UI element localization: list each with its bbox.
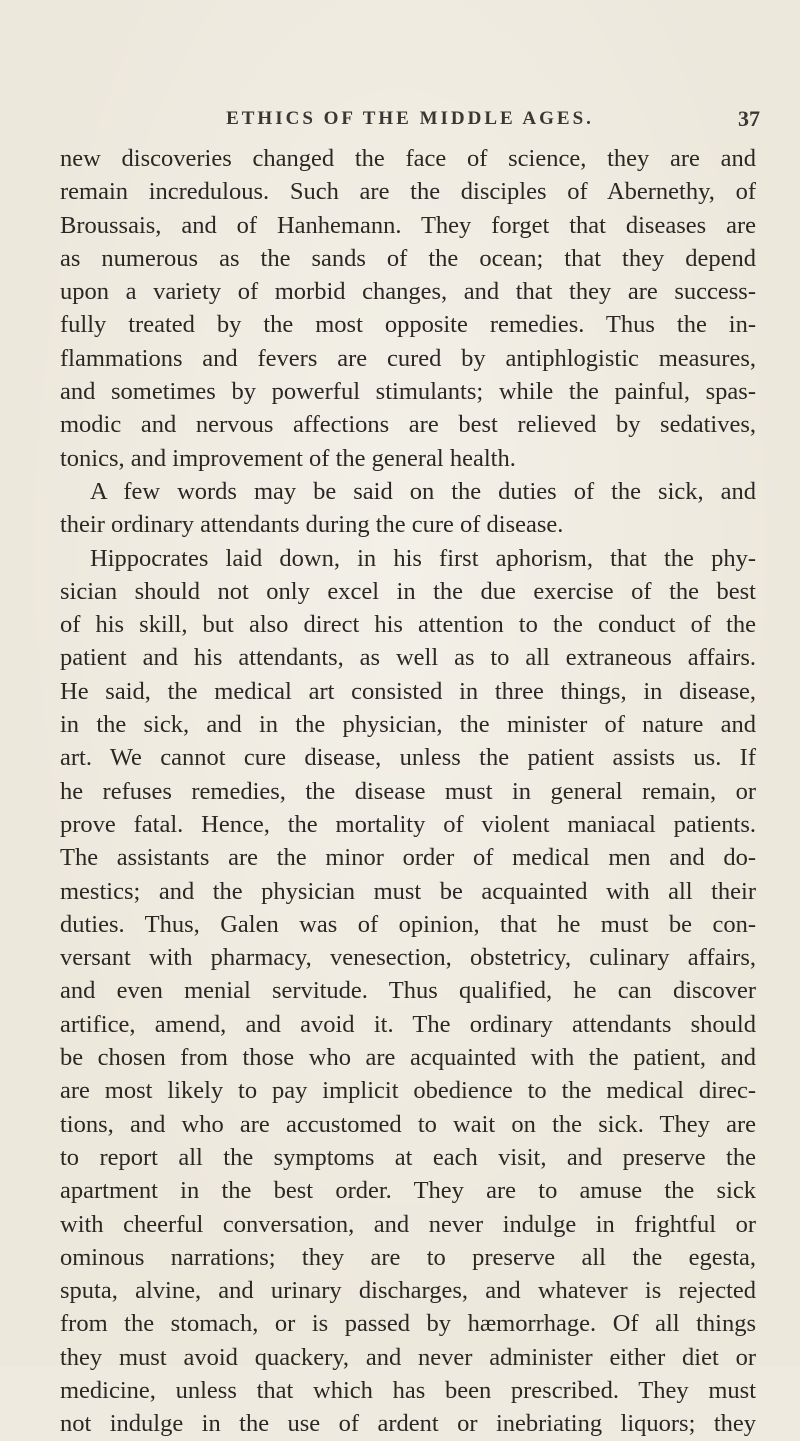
text-line: sician should not only excel in the due exercise of the best — [60, 577, 756, 605]
text-line: modic and nervous affections are best relieved by sedatives, — [60, 411, 756, 439]
text-line: remain incredulous. Such are the disciples of Abernethy, of — [60, 178, 756, 206]
text-line: The assistants are the minor order of medical men and do- — [60, 844, 756, 872]
text-line: prove fatal. Hence, the mortality of violent maniacal patients. — [60, 810, 756, 838]
text-line: ominous narrations; they are to preserve all the egesta, — [60, 1243, 756, 1271]
text-line: flammations and fevers are cured by antiphlogistic measures, — [60, 344, 756, 372]
text-line-paragraph-end: their ordinary attendants during the cure of disease. — [60, 511, 564, 539]
page-number: 37 — [738, 106, 760, 131]
body-text — [60, 142, 756, 1441]
text-line: upon a variety of morbid changes, and that they are success- — [60, 278, 756, 306]
text-line: He said, the medical art consisted in three things, in disease, — [60, 677, 756, 705]
text-line: sputa, alvine, and urinary discharges, and whatever is rejected — [60, 1277, 756, 1305]
text-line: he refuses remedies, the disease must in general remain, or — [60, 777, 756, 805]
text-line: tions, and who are accustomed to wait on the sick. They are — [60, 1110, 756, 1138]
text-line: medicine, unless that which has been prescribed. They must — [60, 1376, 756, 1404]
text-line: are most likely to pay implicit obedience to the medical direc- — [60, 1077, 756, 1105]
running-title: ETHICS OF THE MIDDLE AGES. — [226, 108, 594, 129]
text-line: and even menial servitude. Thus qualified, he can discover — [60, 977, 756, 1005]
text-line: and sometimes by powerful stimulants; while the painful, spas- — [60, 378, 756, 406]
text-line: to report all the symptoms at each visit, and preserve the — [60, 1143, 756, 1171]
text-line-paragraph-start: A few words may be said on the duties of the sick, and — [90, 477, 756, 505]
text-line-paragraph-end: tonics, and improvement of the general health. — [60, 444, 516, 472]
text-line: versant with pharmacy, venesection, obstetricy, culinary affairs, — [60, 944, 756, 972]
text-line: in the sick, and in the physician, the minister of nature and — [60, 711, 756, 739]
text-line: Broussais, and of Hanhemann. They forget that diseases are — [60, 211, 756, 239]
text-line: not indulge in the use of ardent or inebriating liquors; they — [60, 1410, 756, 1438]
text-line: of his skill, but also direct his attention to the conduct of the — [60, 611, 756, 639]
text-line: patient and his attendants, as well as to all extraneous affairs. — [60, 644, 756, 672]
text-line: they must avoid quackery, and never administer either diet or — [60, 1343, 756, 1371]
text-line-paragraph-start: Hippocrates laid down, in his first aphorism, that the phy- — [90, 544, 756, 572]
text-line: art. We cannot cure disease, unless the patient assists us. If — [60, 744, 756, 772]
text-line: as numerous as the sands of the ocean; that they depend — [60, 244, 756, 272]
text-line: apartment in the best order. They are to amuse the sick — [60, 1177, 756, 1205]
text-line: be chosen from those who are acquainted with the patient, and — [60, 1044, 756, 1072]
text-line: with cheerful conversation, and never indulge in frightful or — [60, 1210, 756, 1238]
text-line: mestics; and the physician must be acquainted with all their — [60, 877, 756, 905]
text-line: from the stomach, or is passed by hæmorrhage. Of all things — [60, 1310, 756, 1338]
running-head — [60, 108, 760, 138]
text-line: fully treated by the most opposite remedies. Thus the in- — [60, 311, 756, 339]
text-line: artifice, amend, and avoid it. The ordinary attendants should — [60, 1010, 756, 1038]
text-line: duties. Thus, Galen was of opinion, that he must be con- — [60, 910, 756, 938]
text-line: new discoveries changed the face of science, they are and — [60, 145, 756, 172]
